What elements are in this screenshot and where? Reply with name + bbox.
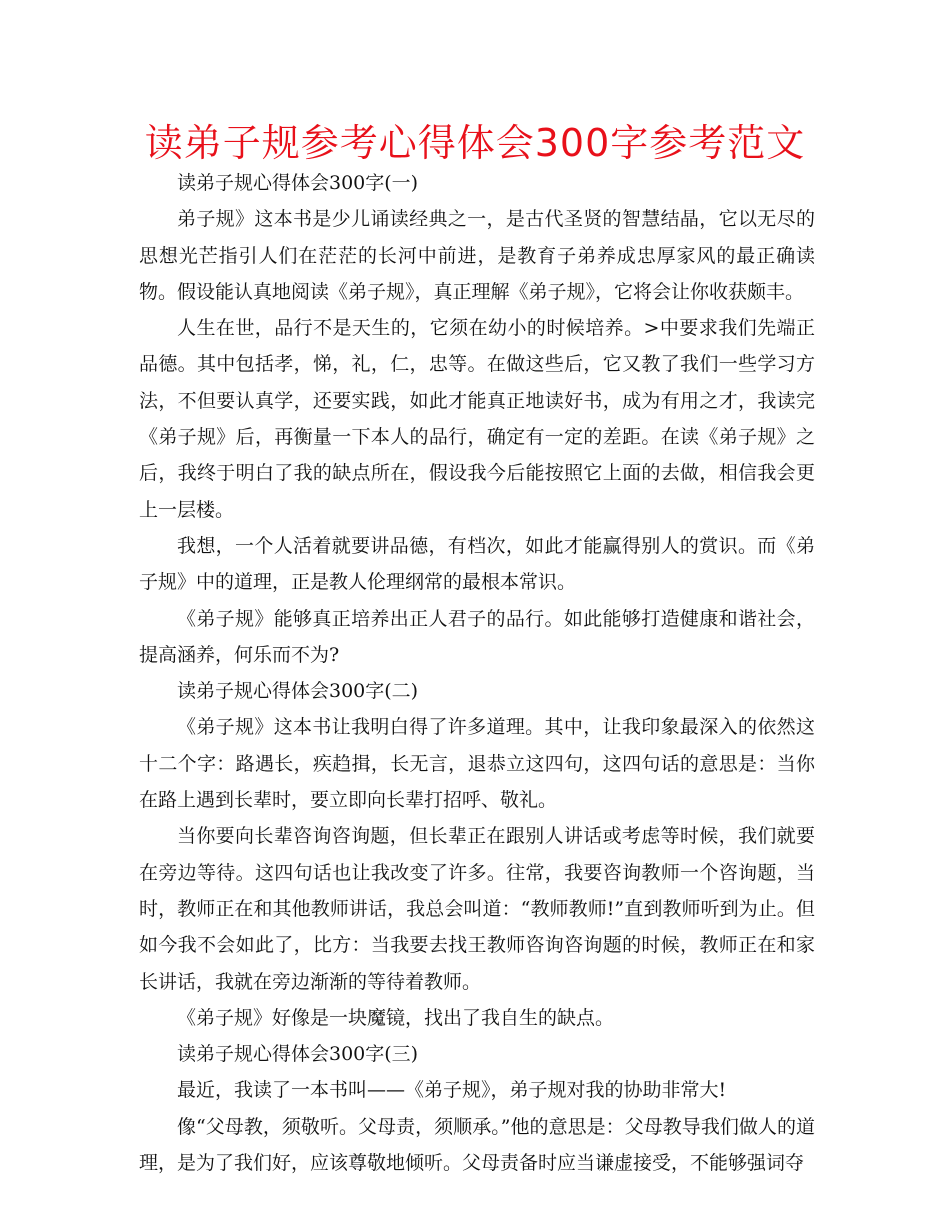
document-title: 读弟子规参考心得体会300字参考范文 (144, 121, 806, 165)
paragraph: 《弟子规》能够真正培养出正人君子的品行。如此能够打造健康和谐社会，提高涵养，何乐而不为? (139, 607, 815, 666)
paragraph: 弟子规》这本书是少儿诵读经典之一，是古代圣贤的智慧结晶，它以无尽的思想光芒指引人们在茫茫的长河中前进，是教育子弟养成忠厚家风的最正确读物。假设能认真地阅读《弟子规》，真正理解《弟子规》，它将会让你收获颇丰。 (139, 208, 815, 303)
paragraph: 《弟子规》好像是一块魔镜，找出了我自生的缺点。 (177, 1006, 615, 1029)
section-heading-1: 读弟子规心得体会300字(一) (177, 172, 419, 194)
paragraph: 《弟子规》这本书让我明白得了许多道理。其中，让我印象最深入的依然这十二个字：路遇长，疾趋揖，长无言，退恭立这四句，这四句话的意思是：当你在路上遇到长辈时，要立即向长辈打招呼、敬礼。 (139, 716, 815, 812)
document-body (139, 165, 815, 1181)
section-heading-3: 读弟子规心得体会300字(三) (177, 1043, 419, 1066)
paragraph: 当你要向长辈咨询咨询题，但长辈正在跟别人讲话或考虑等时候，我们就要在旁边等待。这四句话也让我改变了许多。往常，我要咨询教师一个咨询题，当时，教师正在和其他教师讲话，我总会叫道：“教师教师!”直到教师听到为止。但如今我不会如此了，比方：当我要去找王教师咨询咨询题的时候，教师正在和家长讲话，我就在旁边渐渐的等待着教师。 (139, 825, 815, 993)
paragraph: 像“父母教，须敬听。父母责，须顺承。”他的意思是：父母教导我们做人的道理，是为了我们好，应该尊敬地倾听。父母责备时应当谦虚接受，不能够强词夺 (139, 1115, 815, 1175)
paragraph: 我想，一个人活着就要讲品德，有档次，如此才能赢得别人的赏识。而《弟子规》中的道理，正是教人伦理纲常的最根本常识。 (139, 534, 815, 594)
paragraph: 最近，我读了一本书叫——《弟子规》，弟子规对我的协助非常大! (177, 1079, 727, 1102)
paragraph: 人生在世，品行不是天生的，它须在幼小的时候培养。>中要求我们先端正品德。其中包括孝，悌，礼，仁，忠等。在做这些后，它又教了我们一些学习方法，不但要认真学，还要实践，如此才能真正地读好书，成为有用之才，我读完《弟子规》后，再衡量一下本人的品行，确定有一定的差距。在读《弟子规》之后，我终于明白了我的缺点所在，假设我今后能按照它上面的去做，相信我会更上一层楼。 (139, 317, 815, 521)
section-heading-2: 读弟子规心得体会300字(二) (177, 680, 419, 703)
